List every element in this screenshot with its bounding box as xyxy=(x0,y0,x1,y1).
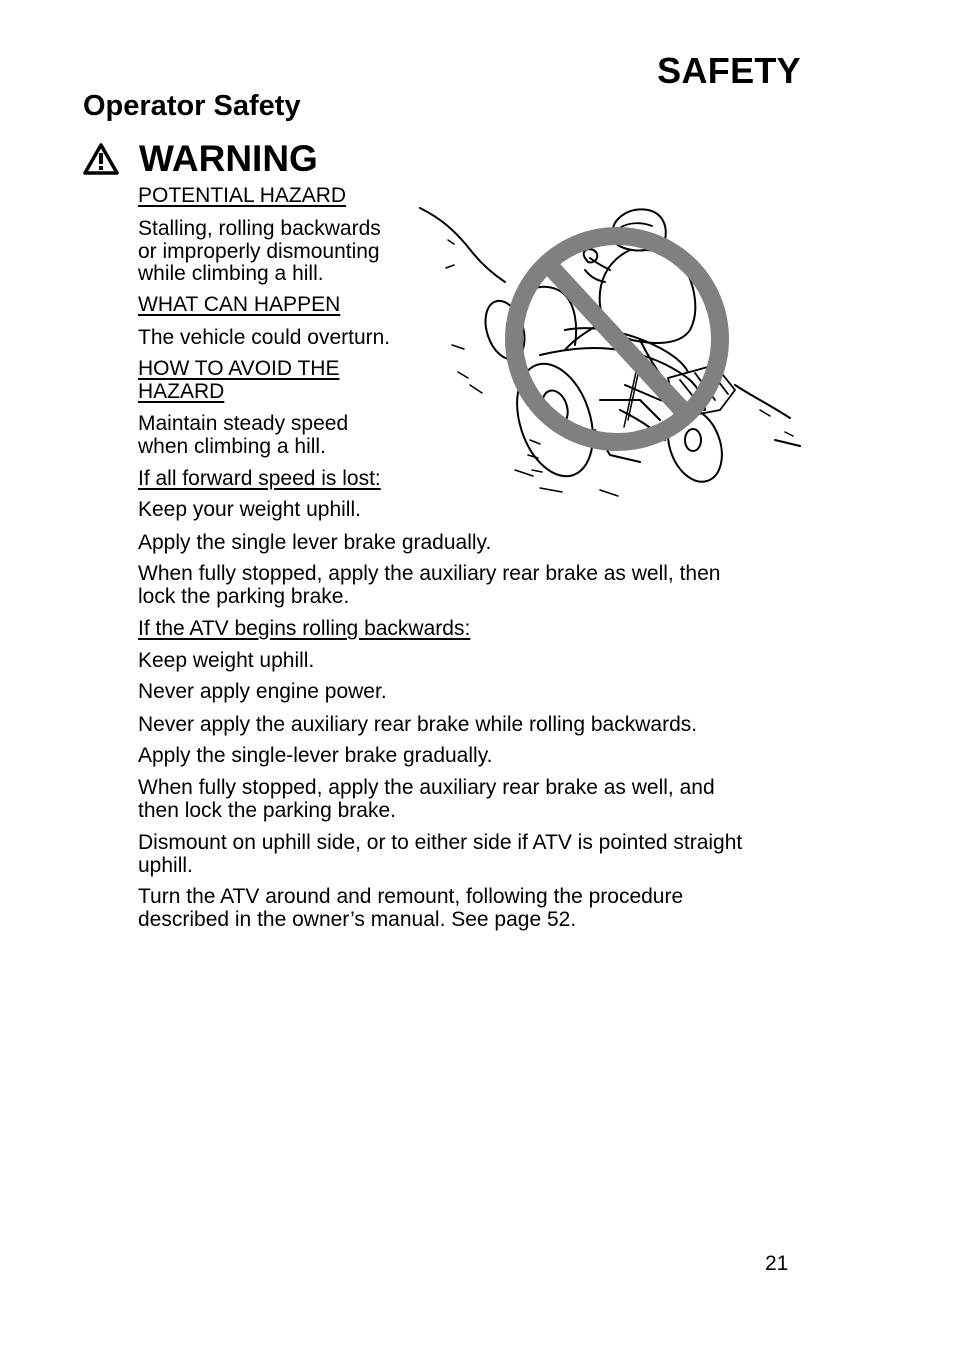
warning-triangle-icon xyxy=(83,143,119,175)
step-no-rear-brake xyxy=(138,714,697,737)
text-line: HAZARD xyxy=(138,379,225,403)
text-line: Apply the single lever brake gradually. xyxy=(138,531,492,554)
text-line: Turn the ATV around and remount, following the procedure xyxy=(138,885,684,908)
text-line: Stalling, rolling backwards xyxy=(138,217,381,240)
page-number: 21 xyxy=(765,1252,789,1275)
section-title: SAFETY xyxy=(657,50,801,91)
hill-slope-line xyxy=(420,208,505,282)
text-line: Maintain steady speed xyxy=(138,412,349,435)
text-line: Never apply the auxiliary rear brake while rolling backwards. xyxy=(138,713,698,736)
text-line: then lock the parking brake. xyxy=(138,798,396,822)
step-turn-around-remount xyxy=(138,886,683,931)
step-keep-weight xyxy=(138,650,314,673)
text-line: described in the owner’s manual. See page 52. xyxy=(138,907,577,931)
hill-ground-line xyxy=(735,385,800,446)
step-no-engine-power xyxy=(138,681,387,704)
text-line: Keep your weight uphill. xyxy=(138,498,361,521)
text-line: lock the parking brake. xyxy=(138,584,350,608)
rolling-backwards-heading: If the ATV begins rolling backwards: xyxy=(138,617,471,640)
text-line: Dismount on uphill side, or to either side if ATV is pointed straight xyxy=(138,831,743,854)
potential-hazard-heading: POTENTIAL HAZARD xyxy=(138,184,347,207)
text-line: Never apply engine power. xyxy=(138,680,387,703)
prohibition-slash xyxy=(547,263,687,415)
how-to-avoid-heading xyxy=(138,358,339,403)
step-single-lever-brake xyxy=(138,745,492,768)
step-fully-stopped-lock-brake xyxy=(138,563,720,608)
step-apply-brake-gradually xyxy=(138,532,491,555)
front-wheel-hub xyxy=(685,429,701,451)
warning-heading xyxy=(83,138,318,180)
text-line: Apply the single-lever brake gradually. xyxy=(138,744,493,767)
subsection-title: Operator Safety xyxy=(83,90,301,122)
forward-speed-lost-heading: If all forward speed is lost: xyxy=(138,467,381,490)
text-line: HOW TO AVOID THE xyxy=(138,357,340,380)
step-stopped-lock-parking xyxy=(138,777,715,822)
what-can-happen-text: The vehicle could overturn. xyxy=(138,326,391,349)
step-dismount-uphill xyxy=(138,832,742,877)
text-line: When fully stopped, apply the auxiliary rear brake as well, then xyxy=(138,562,721,585)
text-line: uphill. xyxy=(138,853,193,877)
potential-hazard-text xyxy=(138,218,381,286)
text-line: or improperly dismounting xyxy=(138,239,380,263)
text-line: When fully stopped, apply the auxiliary rear brake as well, and xyxy=(138,776,715,799)
warning-label: WARNING xyxy=(139,138,318,179)
atv-uphill-prohibited-illustration xyxy=(415,202,805,507)
what-can-happen-heading: WHAT CAN HAPPEN xyxy=(138,293,341,316)
text-line: when climbing a hill. xyxy=(138,434,326,458)
text-line: Keep weight uphill. xyxy=(138,649,315,672)
text-line: while climbing a hill. xyxy=(138,262,324,285)
step-keep-weight-uphill xyxy=(138,499,361,522)
rider-hand xyxy=(584,249,598,262)
how-to-avoid-text xyxy=(138,413,348,458)
